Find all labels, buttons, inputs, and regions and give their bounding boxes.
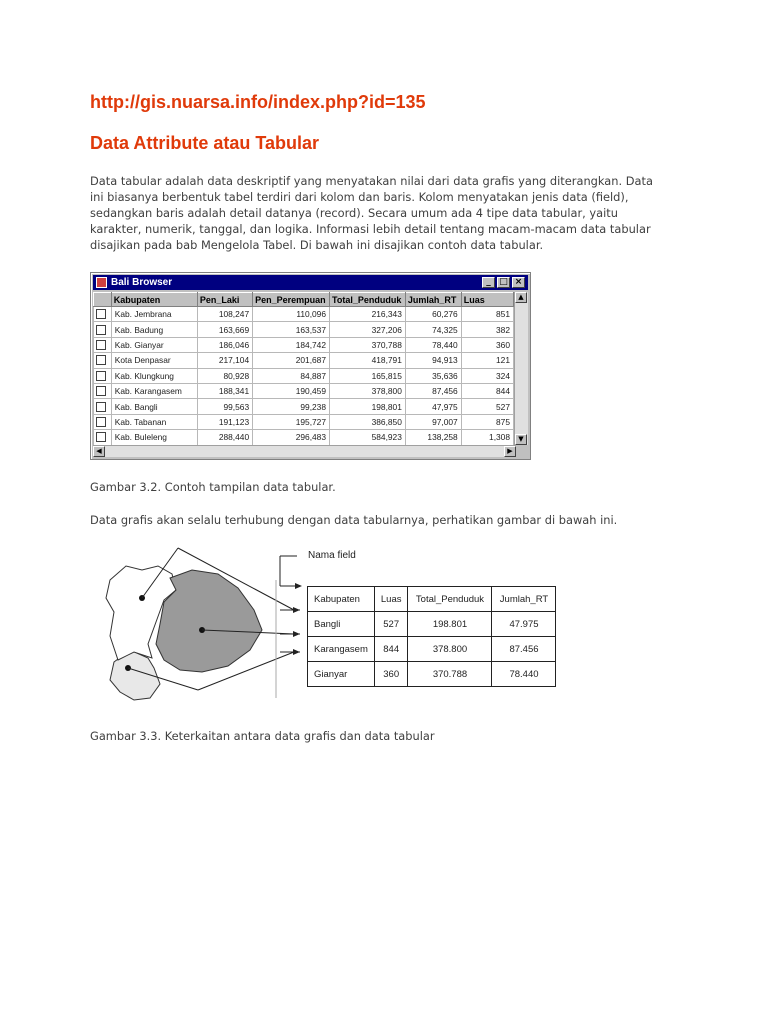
table-cell: 382 xyxy=(461,322,513,337)
checkbox-icon[interactable] xyxy=(96,432,106,442)
table-cell: Kota Denpasar xyxy=(111,353,197,368)
attribute-table xyxy=(93,292,514,445)
table-cell: 138,258 xyxy=(405,430,461,445)
table-cell: Karangasem xyxy=(308,637,375,662)
row-select-checkbox[interactable] xyxy=(94,322,112,337)
table-cell: 296,483 xyxy=(253,430,330,445)
window-title-bar xyxy=(93,275,528,290)
arrow-head-icon xyxy=(293,607,300,613)
row-select-checkbox[interactable] xyxy=(94,337,112,352)
table-cell: 74,325 xyxy=(405,322,461,337)
table-cell: 360 xyxy=(461,337,513,352)
table-cell: 78,440 xyxy=(405,337,461,352)
bali-browser-window xyxy=(90,272,531,460)
table-cell: Gianyar xyxy=(308,662,375,687)
table-row[interactable] xyxy=(94,353,514,368)
linked-attribute-table xyxy=(307,586,556,687)
table-row[interactable] xyxy=(94,383,514,398)
column-header[interactable]: Pen_Perempuan xyxy=(253,293,330,307)
table-row xyxy=(308,662,556,687)
table-cell: 527 xyxy=(374,612,408,637)
field-name-label: Nama field xyxy=(308,550,356,561)
column-header: Luas xyxy=(374,587,408,612)
scroll-right-icon[interactable]: ▶ xyxy=(504,446,516,457)
table-cell: 418,791 xyxy=(330,353,406,368)
table-cell: Kab. Klungkung xyxy=(111,368,197,383)
table-row[interactable] xyxy=(94,399,514,414)
table-cell: 163,537 xyxy=(253,322,330,337)
table-cell: 184,742 xyxy=(253,337,330,352)
arrow-head-icon xyxy=(295,583,302,589)
table-cell: 94,913 xyxy=(405,353,461,368)
horizontal-scrollbar[interactable] xyxy=(93,445,516,457)
table-cell: 121 xyxy=(461,353,513,368)
table-cell: 84,887 xyxy=(253,368,330,383)
source-url-link[interactable]: http://gis.nuarsa.info/index.php?id=135 xyxy=(90,92,426,112)
table-cell: 386,850 xyxy=(330,414,406,429)
row-select-checkbox[interactable] xyxy=(94,353,112,368)
table-cell: 165,815 xyxy=(330,368,406,383)
table-cell: 110,096 xyxy=(253,307,330,322)
table-cell: 844 xyxy=(461,383,513,398)
table-cell: 216,343 xyxy=(330,307,406,322)
table-row xyxy=(308,637,556,662)
table-cell: 35,636 xyxy=(405,368,461,383)
select-column-header xyxy=(94,293,112,307)
scroll-down-icon[interactable]: ▼ xyxy=(515,434,527,445)
table-cell: 190,459 xyxy=(253,383,330,398)
table-row[interactable] xyxy=(94,414,514,429)
table-row[interactable] xyxy=(94,307,514,322)
table-cell: 378.800 xyxy=(408,637,492,662)
table-cell: 851 xyxy=(461,307,513,322)
table-row xyxy=(308,612,556,637)
table-cell: 87,456 xyxy=(405,383,461,398)
table-cell: 844 xyxy=(374,637,408,662)
table-cell: 78.440 xyxy=(492,662,556,687)
table-cell: 370.788 xyxy=(408,662,492,687)
checkbox-icon[interactable] xyxy=(96,309,106,319)
checkbox-icon[interactable] xyxy=(96,325,106,335)
vertical-scrollbar[interactable] xyxy=(514,292,528,445)
window-app-icon xyxy=(96,277,107,288)
arrow-head-icon xyxy=(293,631,300,637)
table-cell: 191,123 xyxy=(197,414,252,429)
table-cell: 584,923 xyxy=(330,430,406,445)
table-cell: 97,007 xyxy=(405,414,461,429)
table-cell: Bangli xyxy=(308,612,375,637)
checkbox-icon[interactable] xyxy=(96,340,106,350)
minimize-icon[interactable]: _ xyxy=(482,277,495,288)
scroll-left-icon[interactable]: ◀ xyxy=(93,446,105,457)
table-cell: 288,440 xyxy=(197,430,252,445)
table-cell: 875 xyxy=(461,414,513,429)
checkbox-icon[interactable] xyxy=(96,371,106,381)
table-cell: 527 xyxy=(461,399,513,414)
maximize-icon[interactable]: □ xyxy=(497,277,510,288)
attribute-grid xyxy=(93,292,514,445)
table-cell: 1,308 xyxy=(461,430,513,445)
column-header: Kabupaten xyxy=(308,587,375,612)
column-header[interactable]: Luas xyxy=(461,293,513,307)
column-header: Jumlah_RT xyxy=(492,587,556,612)
window-title: Bali Browser xyxy=(111,277,173,288)
table-cell: 360 xyxy=(374,662,408,687)
intro-paragraph: Data tabular adalah data deskriptif yang menyatakan nilai dari data grafis yang diterangkan. Data ini biasanya berbentuk tabel terdiri dari kolom dan baris. Kolom menyatakan jenis data (field), sedangkan baris adalah detail datanya (record). Secara umum ada 4 tipe data tabular, yaitu karakter, numerik, tanggal, dan logika. Informasi lebih detail tentang macam-macam data tabular disajikan pada bab Mengelola Tabel. Di bawah ini disajikan contoh data tabular. xyxy=(90,174,653,252)
row-select-checkbox[interactable] xyxy=(94,414,112,429)
column-header[interactable]: Total_Penduduk xyxy=(330,293,406,307)
table-cell: Kab. Jembrana xyxy=(111,307,197,322)
table-cell: 186,046 xyxy=(197,337,252,352)
table-cell: 201,687 xyxy=(253,353,330,368)
table-cell: 188,341 xyxy=(197,383,252,398)
row-select-checkbox[interactable] xyxy=(94,399,112,414)
figure-caption: Gambar 3.2. Contoh tampilan data tabular. xyxy=(90,480,336,494)
table-cell: 370,788 xyxy=(330,337,406,352)
table-cell: 217,104 xyxy=(197,353,252,368)
table-row[interactable] xyxy=(94,430,514,445)
row-select-checkbox[interactable] xyxy=(94,383,112,398)
column-header[interactable]: Kabupaten xyxy=(111,293,197,307)
section-title: Data Attribute atau Tabular xyxy=(90,133,320,153)
arrow-head-icon xyxy=(293,649,300,655)
table-row[interactable] xyxy=(94,337,514,352)
row-select-checkbox[interactable] xyxy=(94,307,112,322)
table-cell: 163,669 xyxy=(197,322,252,337)
scroll-up-icon[interactable]: ▲ xyxy=(515,292,527,303)
row-select-checkbox[interactable] xyxy=(94,368,112,383)
table-cell: Kab. Buleleng xyxy=(111,430,197,445)
table-cell: 99,563 xyxy=(197,399,252,414)
checkbox-icon[interactable] xyxy=(96,402,106,412)
table-cell: 108,247 xyxy=(197,307,252,322)
table-row[interactable] xyxy=(94,322,514,337)
table-cell: 324 xyxy=(461,368,513,383)
table-cell: Kab. Badung xyxy=(111,322,197,337)
row-select-checkbox[interactable] xyxy=(94,430,112,445)
table-cell: 198,801 xyxy=(330,399,406,414)
checkbox-icon[interactable] xyxy=(96,355,106,365)
table-cell: 87.456 xyxy=(492,637,556,662)
table-cell: 80,928 xyxy=(197,368,252,383)
table-cell: 60,276 xyxy=(405,307,461,322)
table-cell: Kab. Bangli xyxy=(111,399,197,414)
checkbox-icon[interactable] xyxy=(96,417,106,427)
column-header: Total_Penduduk xyxy=(408,587,492,612)
table-row[interactable] xyxy=(94,368,514,383)
linkage-paragraph: Data grafis akan selalu terhubung dengan data tabularnya, perhatikan gambar di bawah ini. xyxy=(90,513,618,527)
table-cell: 47,975 xyxy=(405,399,461,414)
column-header[interactable]: Pen_Laki xyxy=(197,293,252,307)
figure-caption: Gambar 3.3. Keterkaitan antara data grafis dan data tabular xyxy=(90,729,435,743)
table-cell: 99,238 xyxy=(253,399,330,414)
table-cell: Kab. Gianyar xyxy=(111,337,197,352)
close-icon[interactable]: × xyxy=(512,277,525,288)
table-cell: Kab. Tabanan xyxy=(111,414,197,429)
table-cell: 195,727 xyxy=(253,414,330,429)
table-cell: 327,206 xyxy=(330,322,406,337)
table-cell: 47.975 xyxy=(492,612,556,637)
column-header[interactable]: Jumlah_RT xyxy=(405,293,461,307)
table-cell: Kab. Karangasem xyxy=(111,383,197,398)
table-cell: 198.801 xyxy=(408,612,492,637)
checkbox-icon[interactable] xyxy=(96,386,106,396)
table-cell: 378,800 xyxy=(330,383,406,398)
